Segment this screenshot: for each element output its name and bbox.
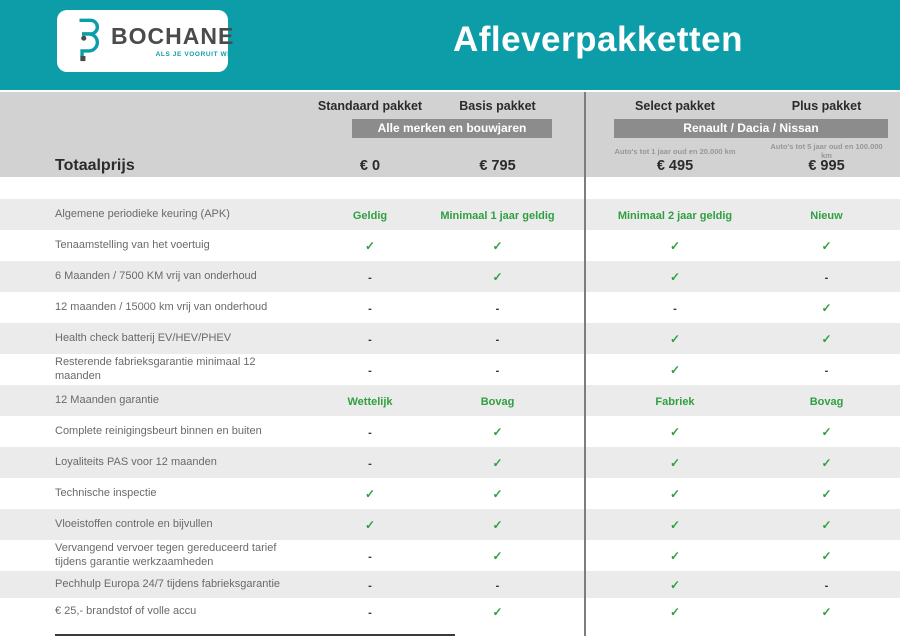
- logo-tagline: ALS JE VOORUIT WIL: [155, 50, 235, 58]
- feature-row: [0, 478, 900, 509]
- text-value: Wettelijk: [347, 395, 393, 408]
- check-icon: ✓: [492, 517, 503, 532]
- check-icon: ✓: [821, 517, 832, 532]
- dash-value: -: [368, 579, 372, 592]
- table-header-band: [0, 92, 900, 177]
- dash-value: -: [368, 426, 372, 439]
- feature-label: Technische inspectie: [55, 486, 157, 499]
- feature-row: [0, 598, 900, 625]
- feature-label: Pechhulp Europa 24/7 tijdens fabrieksgarantie: [55, 577, 281, 590]
- banner-renault-dacia-nissan: Renault / Dacia / Nissan: [614, 119, 888, 138]
- check-icon: ✓: [669, 269, 681, 284]
- column-title-basis: Basis pakket: [459, 99, 536, 113]
- feature-row: [0, 509, 900, 540]
- feature-label: € 25,- brandstof of volle accu: [55, 604, 197, 617]
- dash-value: -: [368, 302, 372, 315]
- text-value: Fabriek: [655, 395, 695, 408]
- dash-value: -: [495, 579, 500, 592]
- feature-row: [0, 540, 900, 571]
- feature-label: Complete reinigingsbeurt binnen en buiten: [55, 424, 262, 437]
- column-title-plus: Plus pakket: [791, 99, 862, 113]
- dash-value: -: [368, 457, 372, 470]
- text-value: Minimaal 2 jaar geldig: [617, 209, 733, 222]
- feature-row: [0, 416, 900, 447]
- check-icon: ✓: [364, 238, 376, 253]
- check-icon: ✓: [669, 517, 681, 532]
- bochane-logo-icon: [71, 16, 105, 67]
- group-divider-line: [584, 92, 586, 636]
- check-icon: ✓: [821, 604, 832, 619]
- dash-value: -: [824, 364, 829, 377]
- price-basis: € 795: [479, 157, 516, 174]
- text-value: Minimaal 1 jaar geldig: [440, 209, 555, 222]
- check-icon: ✓: [821, 455, 832, 470]
- check-icon: ✓: [669, 331, 681, 346]
- banner-all-brands: Alle merken en bouwjaren: [352, 119, 552, 138]
- check-icon: ✓: [669, 238, 681, 253]
- feature-label: Resterende fabrieksgarantie minimaal 12 maanden: [55, 355, 256, 382]
- feature-row: [0, 323, 900, 354]
- check-icon: ✓: [821, 548, 832, 563]
- feature-label: Vloeistoffen controle en bijvullen: [55, 517, 213, 530]
- feature-row: [0, 261, 900, 292]
- feature-row: [0, 385, 900, 416]
- text-value: Nieuw: [810, 209, 843, 222]
- feature-label: Algemene periodieke keuring (APK): [55, 207, 230, 220]
- check-icon: ✓: [669, 486, 681, 501]
- dash-value: -: [368, 333, 372, 346]
- feature-label: 12 maanden / 15000 km vrij van onderhoud: [55, 300, 268, 313]
- text-value: Bovag: [809, 395, 844, 408]
- feature-row: [0, 292, 900, 323]
- dash-value: -: [495, 302, 500, 315]
- check-icon: ✓: [669, 548, 681, 563]
- check-icon: ✓: [669, 362, 681, 377]
- feature-row: [0, 199, 900, 230]
- feature-label: Health check batterij EV/HEV/PHEV: [55, 331, 232, 344]
- dash-value: -: [495, 364, 500, 377]
- text-value: Bovag: [480, 395, 515, 408]
- bochane-logo: [57, 10, 235, 72]
- check-icon: ✓: [492, 424, 503, 439]
- price-standaard: € 0: [359, 157, 381, 174]
- logo-brand-text: BOCHANE: [111, 22, 235, 49]
- price-select: € 495: [656, 157, 694, 174]
- dash-value: -: [824, 271, 829, 284]
- feature-label: Tenaamstelling van het voertuig: [55, 238, 210, 251]
- feature-row: [0, 354, 900, 385]
- check-icon: ✓: [492, 238, 503, 253]
- check-icon: ✓: [492, 455, 503, 470]
- total-price-label: Totaalprijs: [55, 156, 135, 174]
- feature-label: Vervangend vervoer tegen gereduceerd tarief tijdens garantie werkzaamheden: [55, 541, 277, 568]
- dash-value: -: [368, 364, 372, 377]
- check-icon: ✓: [492, 486, 503, 501]
- dash-value: -: [495, 333, 500, 346]
- check-icon: ✓: [821, 300, 832, 315]
- check-icon: ✓: [669, 455, 681, 470]
- dash-value: -: [368, 271, 372, 284]
- note-select-pakket: Auto's tot 1 jaar oud en 20.000 km: [614, 146, 736, 156]
- check-icon: ✓: [492, 269, 503, 284]
- check-icon: ✓: [821, 331, 832, 346]
- dash-value: -: [368, 606, 372, 619]
- check-icon: ✓: [492, 604, 503, 619]
- column-title-standaard: Standaard pakket: [317, 99, 423, 113]
- check-icon: ✓: [669, 604, 681, 619]
- text-value: Geldig: [352, 209, 388, 222]
- dash-value: -: [824, 579, 829, 592]
- feature-label: 12 Maanden garantie: [55, 393, 159, 406]
- note-plus-pakket: Auto's tot 5 jaar oud en 100.000 km: [770, 142, 883, 160]
- feature-row: [0, 230, 900, 261]
- top-bar: [0, 0, 900, 90]
- feature-label: Loyaliteits PAS voor 12 maanden: [55, 455, 217, 468]
- dash-value: -: [368, 550, 372, 563]
- feature-label: 6 Maanden / 7500 KM vrij van onderhoud: [55, 269, 257, 282]
- check-icon: ✓: [821, 238, 832, 253]
- check-icon: ✓: [669, 577, 681, 592]
- price-plus: € 995: [808, 157, 845, 174]
- check-icon: ✓: [364, 486, 376, 501]
- total-price-row: [0, 154, 900, 177]
- feature-row: [0, 571, 900, 598]
- page-title: Afleverpakketten: [452, 20, 744, 59]
- check-icon: ✓: [821, 486, 832, 501]
- check-icon: ✓: [669, 424, 681, 439]
- check-icon: ✓: [821, 424, 832, 439]
- check-icon: ✓: [492, 548, 503, 563]
- header-rows-gap: [0, 177, 900, 199]
- feature-rows: [0, 199, 900, 625]
- dash-value: -: [673, 302, 677, 315]
- column-title-select: Select pakket: [635, 99, 715, 113]
- column-titles-row: [0, 99, 900, 113]
- feature-row: [0, 447, 900, 478]
- check-icon: ✓: [364, 517, 376, 532]
